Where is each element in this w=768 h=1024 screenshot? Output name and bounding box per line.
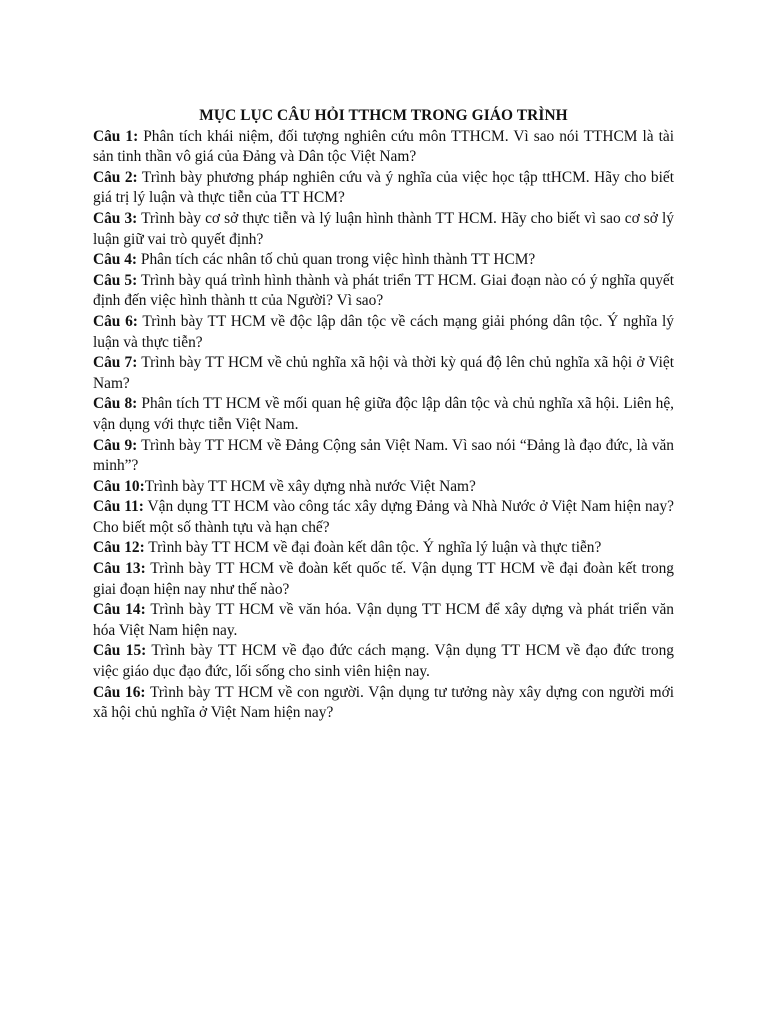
question-text: Trình bày TT HCM về đạo đức cách mạng. Vận dụng TT HCM về đạo đức trong việc giáo dục đạo đức, lối sống cho sinh viên hiện nay. [93,642,674,681]
question-text: Trình bày quá trình hình thành và phát triển TT HCM. Giai đoạn nào có ý nghĩa quyết định đến việc hình thành tt của Người? Vì sao? [93,271,674,310]
question-text: Trình bày phương pháp nghiên cứu và ý nghĩa của việc học tập ttHCM. Hãy cho biết giá trị lý luận và thực tiễn của TT HCM? [93,168,674,207]
question-text: Vận dụng TT HCM vào công tác xây dựng Đảng và Nhà Nước ở Việt Nam hiện nay? Cho biết một số thành tựu và hạn chế? [93,498,674,536]
question-item [93,559,674,600]
question-label: Câu 3: [93,209,138,227]
question-text: Trình bày TT HCM về chủ nghĩa xã hội và thời kỳ quá độ lên chủ nghĩa xã hội ở Việt Nam? [93,354,674,392]
question-text: Phân tích TT HCM về mối quan hệ giữa độc lập dân tộc và chủ nghĩa xã hội. Liên hệ, vận dụng với thực tiễn Việt Nam. [93,395,674,433]
question-item [93,271,674,312]
question-text: Trình bày TT HCM về xây dựng nhà nước Việt Nam? [144,477,476,495]
question-item [93,436,674,477]
question-text: Trình bày TT HCM về độc lập dân tộc về cách mạng giải phóng dân tộc. Ý nghĩa lý luận và thực tiễn? [93,312,674,351]
question-item [93,538,674,559]
question-label: Câu 7: [93,354,138,372]
question-item [93,127,674,168]
question-label: Câu 15: [93,642,147,660]
question-label: Câu 14: [93,601,146,619]
question-text: Trình bày cơ sở thực tiễn và lý luận hình thành TT HCM. Hãy cho biết vì sao cơ sở lý luận giữ vai trò quyết định? [93,209,674,248]
document-page [93,106,674,724]
question-text: Phân tích các nhân tố chủ quan trong việc hình thành TT HCM? [137,251,536,269]
question-item [93,312,674,353]
question-label: Câu 10: [93,477,145,495]
question-label: Câu 2: [93,168,138,186]
question-label: Câu 13: [93,560,146,578]
question-item [93,641,674,682]
question-item [93,683,674,724]
question-text: Trình bày TT HCM về con người. Vận dụng tư tưởng này xây dựng con người mới xã hội chủ nghĩa ở Việt Nam hiện nay? [93,683,675,722]
question-item [93,394,674,435]
question-text: Trình bày TT HCM về Đảng Cộng sản Việt Nam. Vì sao nói “Đảng là đạo đức, là văn minh”? [93,436,674,475]
document-title: MỤC LỤC CÂU HỎI TTHCM TRONG GIÁO TRÌNH [199,107,568,124]
question-item [93,600,674,641]
question-text: Phân tích khái niệm, đối tượng nghiên cứu môn TTHCM. Vì sao nói TTHCM là tài sản tinh thần vô giá của Đảng và Dân tộc Việt Nam? [93,127,674,166]
question-item [93,168,674,209]
question-label: Câu 12: [93,539,145,557]
question-label: Câu 8: [93,395,138,413]
question-item [93,209,674,250]
question-item [93,250,674,271]
question-text: Trình bày TT HCM về đại đoàn kết dân tộc. Ý nghĩa lý luận và thực tiễn? [144,539,602,557]
question-text: Trình bày TT HCM về đoàn kết quốc tế. Vận dụng TT HCM về đại đoàn kết trong giai đoạn hiện nay như thế nào? [93,560,674,598]
question-item [93,497,674,538]
question-text: Trình bày TT HCM về văn hóa. Vận dụng TT HCM để xây dựng và phát triển văn hóa Việt Nam hiện nay. [93,601,675,639]
question-label: Câu 1: [93,127,139,145]
question-label: Câu 9: [93,436,138,454]
question-label: Câu 11: [93,498,144,516]
question-label: Câu 5: [93,271,138,289]
question-label: Câu 16: [93,683,146,701]
question-item [93,477,674,498]
question-label: Câu 4: [93,251,138,269]
question-item [93,353,674,394]
question-label: Câu 6: [93,312,138,330]
